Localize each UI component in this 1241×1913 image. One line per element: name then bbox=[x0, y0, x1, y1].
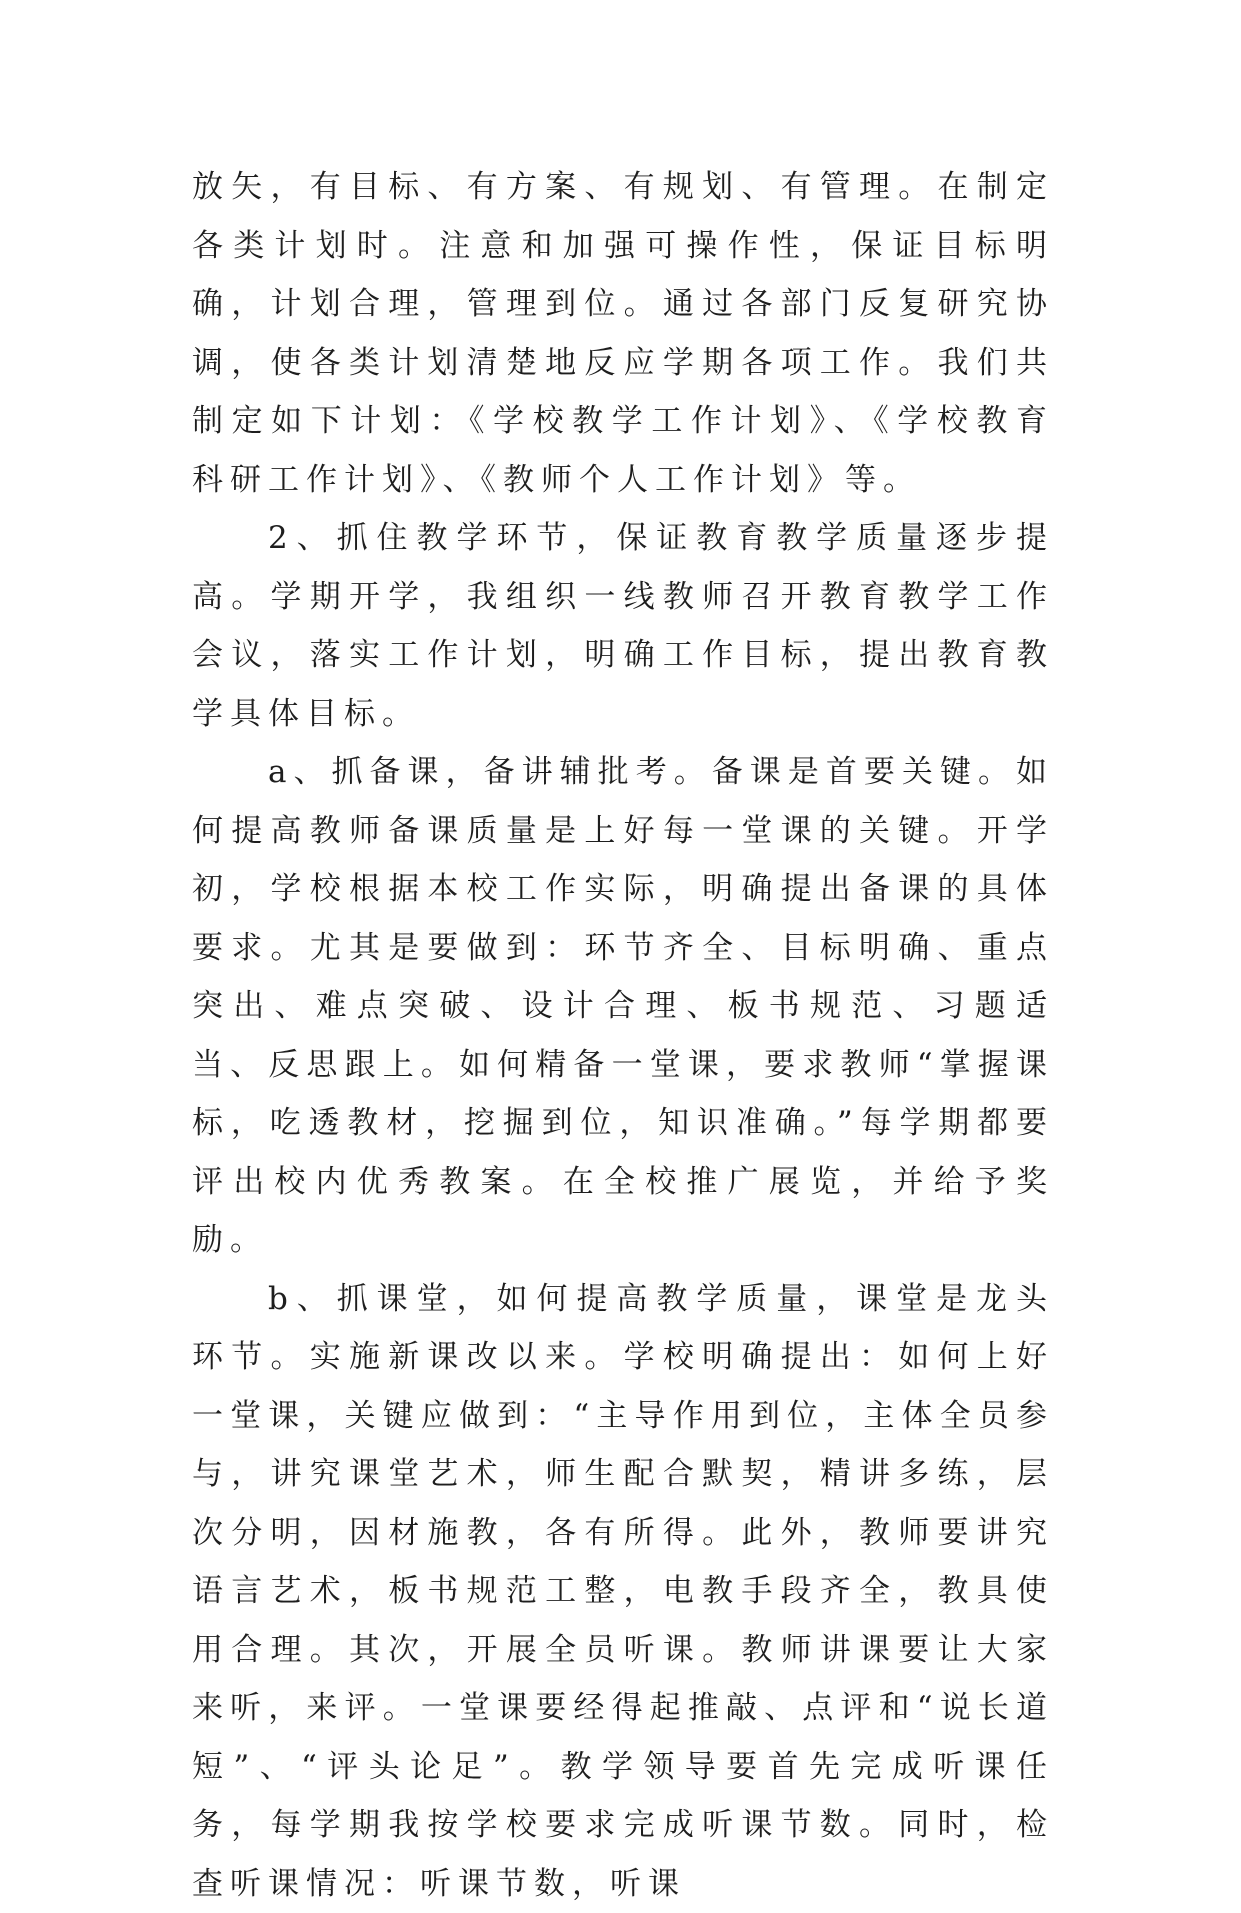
paragraph-2: 2、抓住教学环节，保证教育教学质量逐步提高。学期开学，我组织一线教师召开教育教学工作会议，落实工作计划，明确工作目标，提出教育教学具体目标。 bbox=[192, 509, 1054, 743]
paragraph-1: 放矢，有目标、有方案、有规划、有管理。在制定各类计划时。注意和加强可操作性，保证目标明确，计划合理，管理到位。通过各部门反复研究协调，使各类计划清楚地反应学期各项工作。我们共制定如下计划：《学校教学工作计划》、《学校教育科研工作计划》、《教师个人工作计划》等。 bbox=[192, 158, 1054, 509]
paragraph-3: a、抓备课，备讲辅批考。备课是首要关键。如何提高教师备课质量是上好每一堂课的关键。开学初，学校根据本校工作实际，明确提出备课的具体要求。尤其是要做到：环节齐全、目标明确、重点突出、难点突破、设计合理、板书规范、习题适当、反思跟上。如何精备一堂课，要求教师“掌握课标，吃透教材，挖掘到位，知识准确。”每学期都要评出校内优秀教案。在全校推广展览，并给予奖励。 bbox=[192, 743, 1054, 1270]
paragraph-4: b、抓课堂，如何提高教学质量，课堂是龙头环节。实施新课改以来。学校明确提出：如何上好一堂课，关键应做到：“主导作用到位，主体全员参与，讲究课堂艺术，师生配合默契，精讲多练，层次分明，因材施教，各有所得。此外，教师要讲究语言艺术，板书规范工整，电教手段齐全，教具使用合理。其次，开展全员听课。教师讲课要让大家来听，来评。一堂课要经得起推敲、点评和“说长道短”、“评头论足”。教学领导要首先完成听课任务，每学期我按学校要求完成听课节数。同时，检查听课情况：听课节数，听课 bbox=[192, 1270, 1054, 1913]
document-body bbox=[192, 158, 1054, 1913]
